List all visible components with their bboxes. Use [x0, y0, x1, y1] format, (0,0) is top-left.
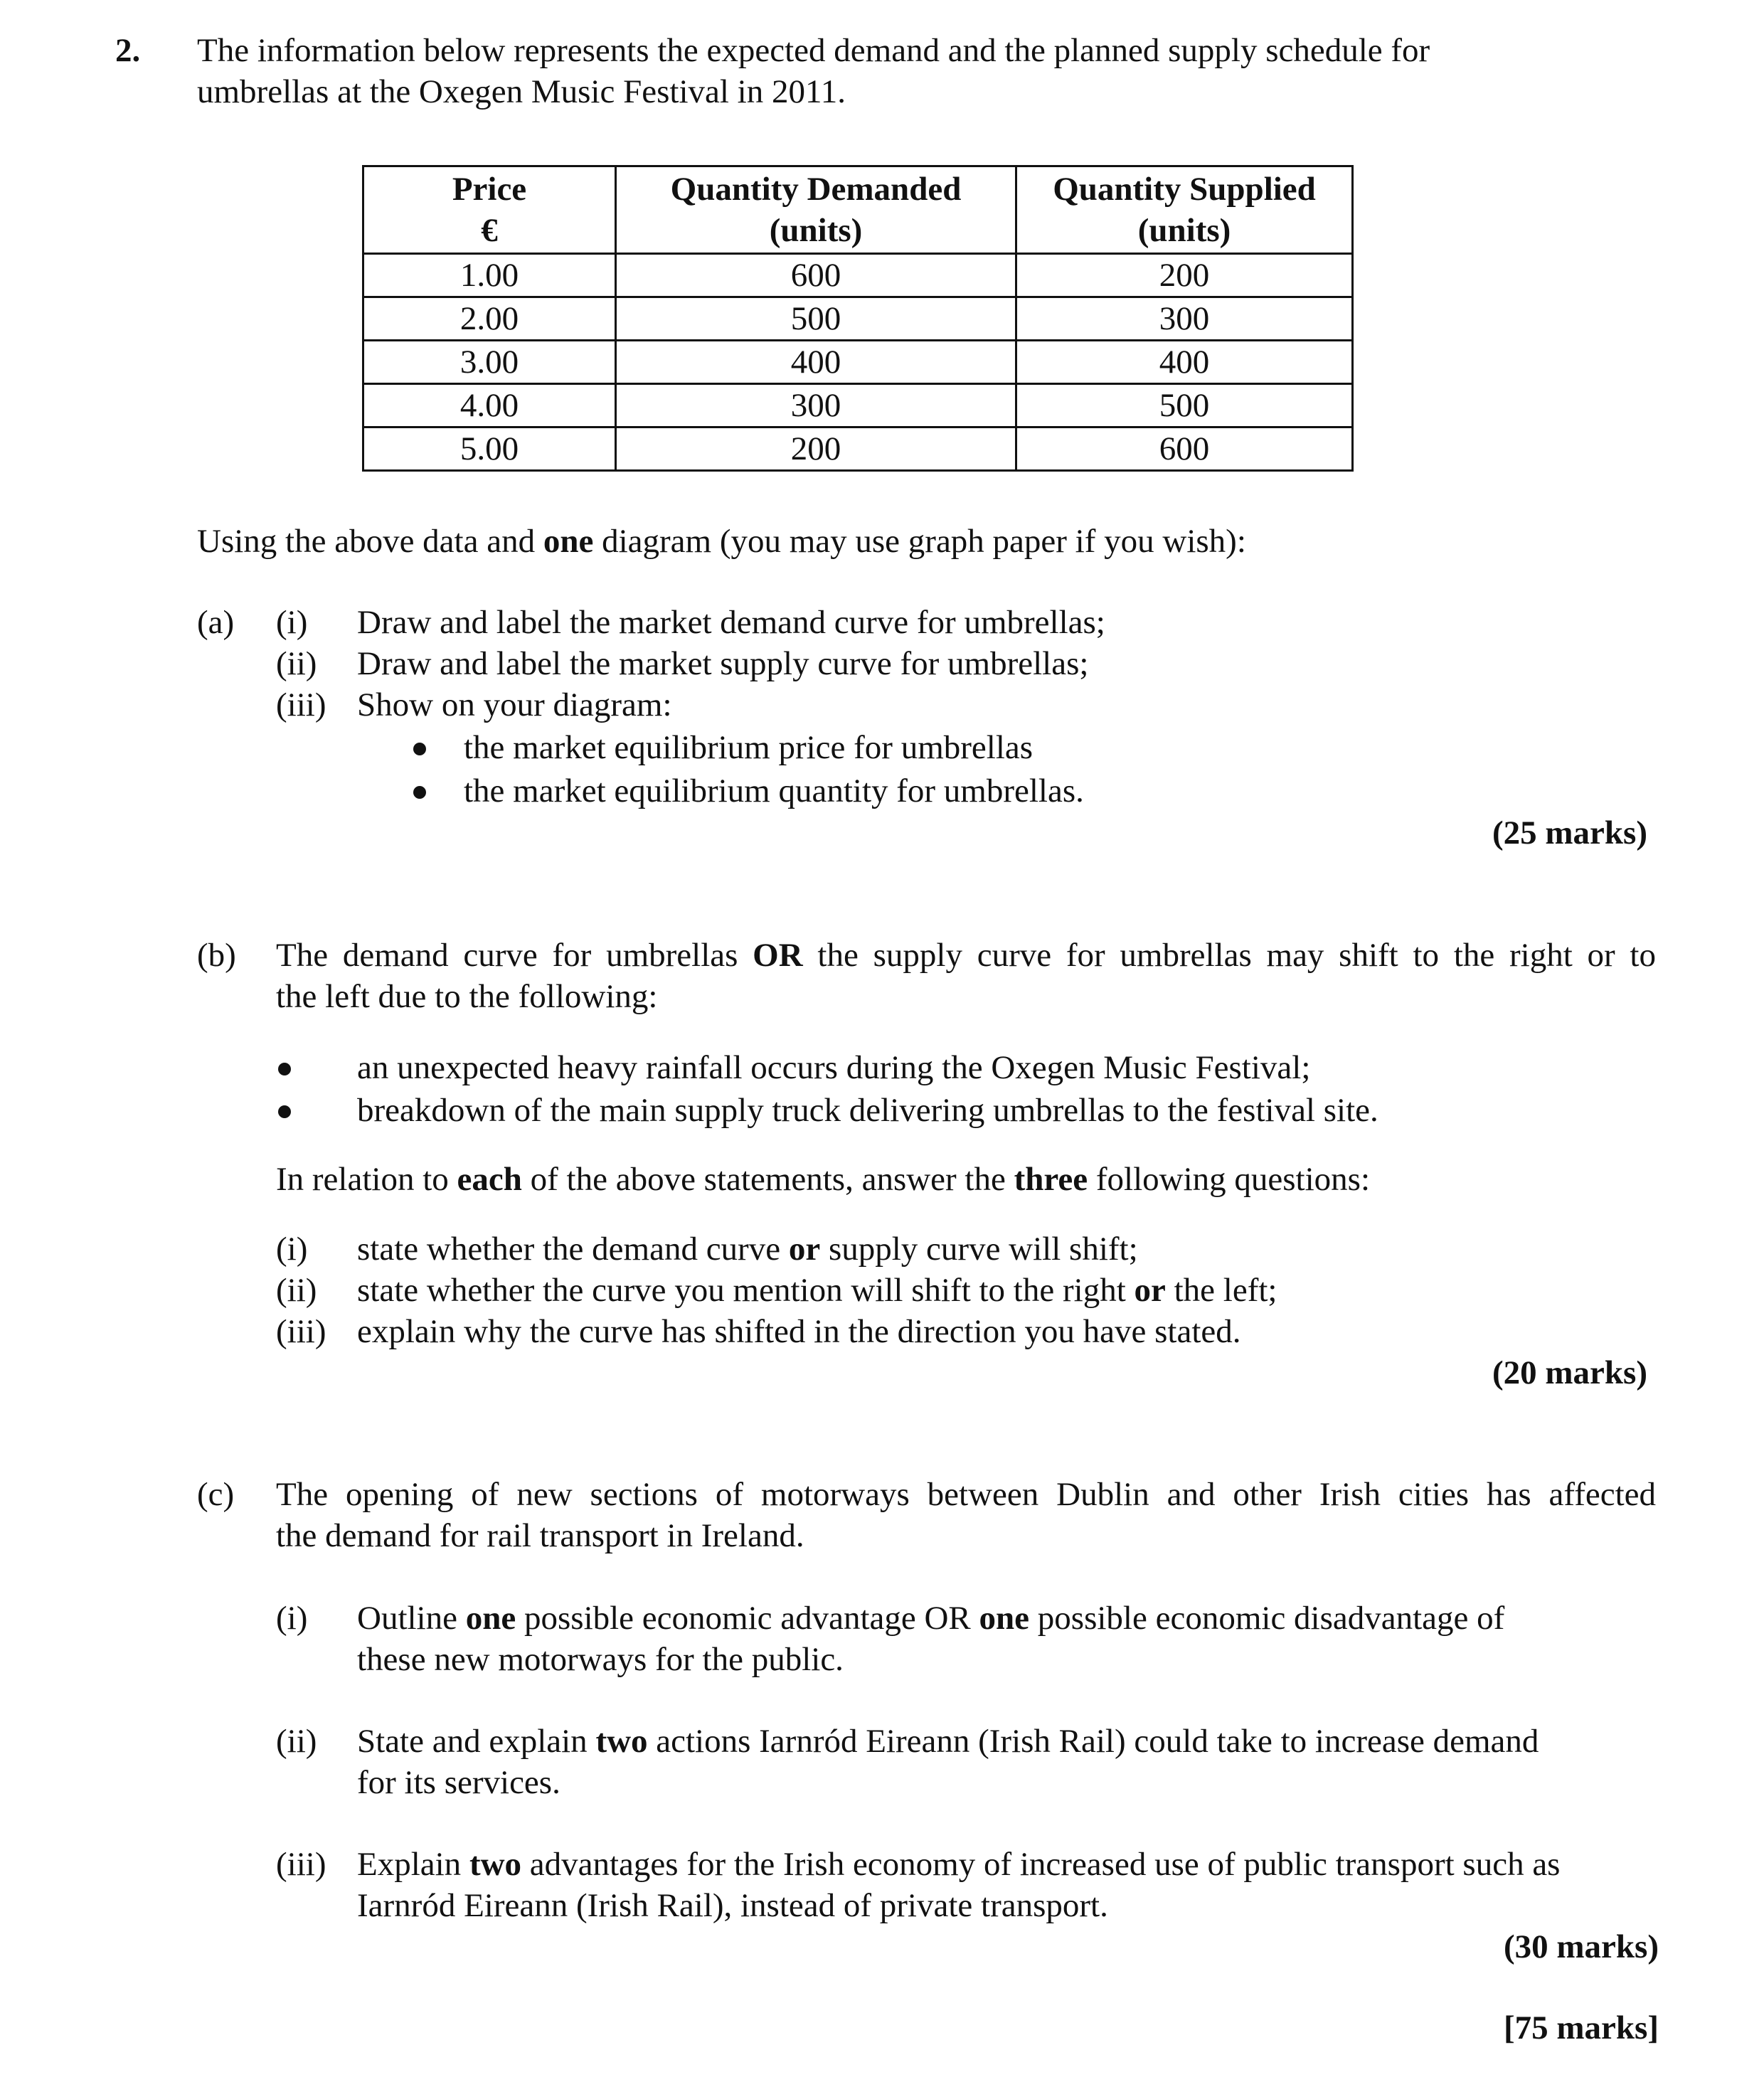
header-quantity-demanded: Quantity Demanded (units): [616, 166, 1016, 254]
cell-demanded: 300: [616, 384, 1016, 427]
cell-demanded: 500: [616, 297, 1016, 341]
header-quantity-supplied: Quantity Supplied (units): [1016, 166, 1353, 254]
header-price: Price €: [363, 166, 616, 254]
cell-price: 1.00: [363, 254, 616, 297]
part-b-text-3: explain why the curve has shifted in the direction you have stated.: [357, 1313, 1241, 1350]
part-c-num-1: (i): [276, 1600, 308, 1637]
bullet-icon: [413, 743, 426, 755]
cell-demanded: 600: [616, 254, 1016, 297]
part-a-text-1: Draw and label the market demand curve for umbrellas;: [357, 604, 1105, 641]
table-row: [363, 297, 1353, 341]
part-b-intro-line-1: The demand curve for umbrellas OR the supply curve for umbrellas may shift to the right or to: [276, 937, 1656, 974]
part-c-text-3: Explain two advantages for the Irish economy of increased use of public transport such as: [357, 1846, 1561, 1883]
part-b-bullet-1: an unexpected heavy rainfall occurs during the Oxegen Music Festival;: [357, 1049, 1311, 1086]
part-b-text-2: state whether the curve you mention will shift to the right or the left;: [357, 1272, 1277, 1309]
part-b-num-3: (iii): [276, 1313, 326, 1350]
bullet-icon: [413, 786, 426, 799]
part-c-num-2: (ii): [276, 1723, 317, 1760]
table-row: [363, 254, 1353, 297]
part-b-intro-line-2: the left due to the following:: [276, 978, 658, 1015]
cell-supplied: 200: [1016, 254, 1353, 297]
intro-line-1: The information below represents the expected demand and the planned supply schedule for: [197, 32, 1430, 69]
question-number: 2.: [115, 32, 141, 69]
cell-supplied: 600: [1016, 427, 1353, 471]
part-c-intro-line-2: the demand for rail transport in Ireland.: [276, 1517, 804, 1554]
part-b-bullet-2: breakdown of the main supply truck delivering umbrellas to the festival site.: [357, 1092, 1378, 1129]
part-c-text-1: Outline one possible economic advantage OR one possible economic disadvantage of: [357, 1600, 1505, 1637]
cell-price: 5.00: [363, 427, 616, 471]
part-c-text-1-line-2: these new motorways for the public.: [357, 1641, 844, 1678]
table-header-row: [363, 166, 1353, 254]
part-b-marks: (20 marks): [1492, 1354, 1647, 1391]
part-a-bullet-2: the market equilibrium quantity for umbrellas.: [464, 772, 1084, 809]
part-c-text-2-line-2: for its services.: [357, 1764, 560, 1801]
table-row: [363, 341, 1353, 384]
bullet-icon: [278, 1063, 291, 1075]
part-c-intro-line-1: The opening of new sections of motorways between Dublin and other Irish cities has affected: [276, 1476, 1656, 1513]
cell-supplied: 500: [1016, 384, 1353, 427]
part-c-text-2: State and explain two actions Iarnród Eireann (Irish Rail) could take to increase demand: [357, 1723, 1539, 1760]
table-row: [363, 384, 1353, 427]
cell-supplied: 300: [1016, 297, 1353, 341]
part-a-num-1: (i): [276, 604, 308, 641]
cell-price: 2.00: [363, 297, 616, 341]
total-marks: [75 marks]: [1504, 2009, 1659, 2046]
part-b-relation: In relation to each of the above statements, answer the three following questions:: [276, 1161, 1371, 1198]
part-a-marks: (25 marks): [1492, 814, 1647, 851]
cell-demanded: 200: [616, 427, 1016, 471]
part-c-num-3: (iii): [276, 1846, 326, 1883]
bullet-icon: [278, 1105, 291, 1118]
schedule-table: [362, 165, 1354, 472]
part-a-num-3: (iii): [276, 686, 326, 723]
cell-demanded: 400: [616, 341, 1016, 384]
part-a-bullet-1: the market equilibrium price for umbrellas: [464, 729, 1034, 766]
part-c-text-3-line-2: Iarnród Eireann (Irish Rail), instead of private transport.: [357, 1887, 1108, 1924]
part-b-label: (b): [197, 937, 236, 974]
part-a-text-3: Show on your diagram:: [357, 686, 672, 723]
part-b-num-1: (i): [276, 1231, 308, 1268]
intro-line-2: umbrellas at the Oxegen Music Festival in 2011.: [197, 73, 846, 110]
table-row: [363, 427, 1353, 471]
part-b-text-1: state whether the demand curve or supply curve will shift;: [357, 1231, 1138, 1268]
instruction: Using the above data and one diagram (you may use graph paper if you wish):: [197, 523, 1246, 560]
part-a-num-2: (ii): [276, 645, 317, 682]
part-a-label: (a): [197, 604, 235, 641]
cell-price: 3.00: [363, 341, 616, 384]
part-c-marks: (30 marks): [1504, 1928, 1659, 1965]
part-a-text-2: Draw and label the market supply curve for umbrellas;: [357, 645, 1089, 682]
part-b-num-2: (ii): [276, 1272, 317, 1309]
cell-supplied: 400: [1016, 341, 1353, 384]
cell-price: 4.00: [363, 384, 616, 427]
part-c-label: (c): [197, 1476, 235, 1513]
